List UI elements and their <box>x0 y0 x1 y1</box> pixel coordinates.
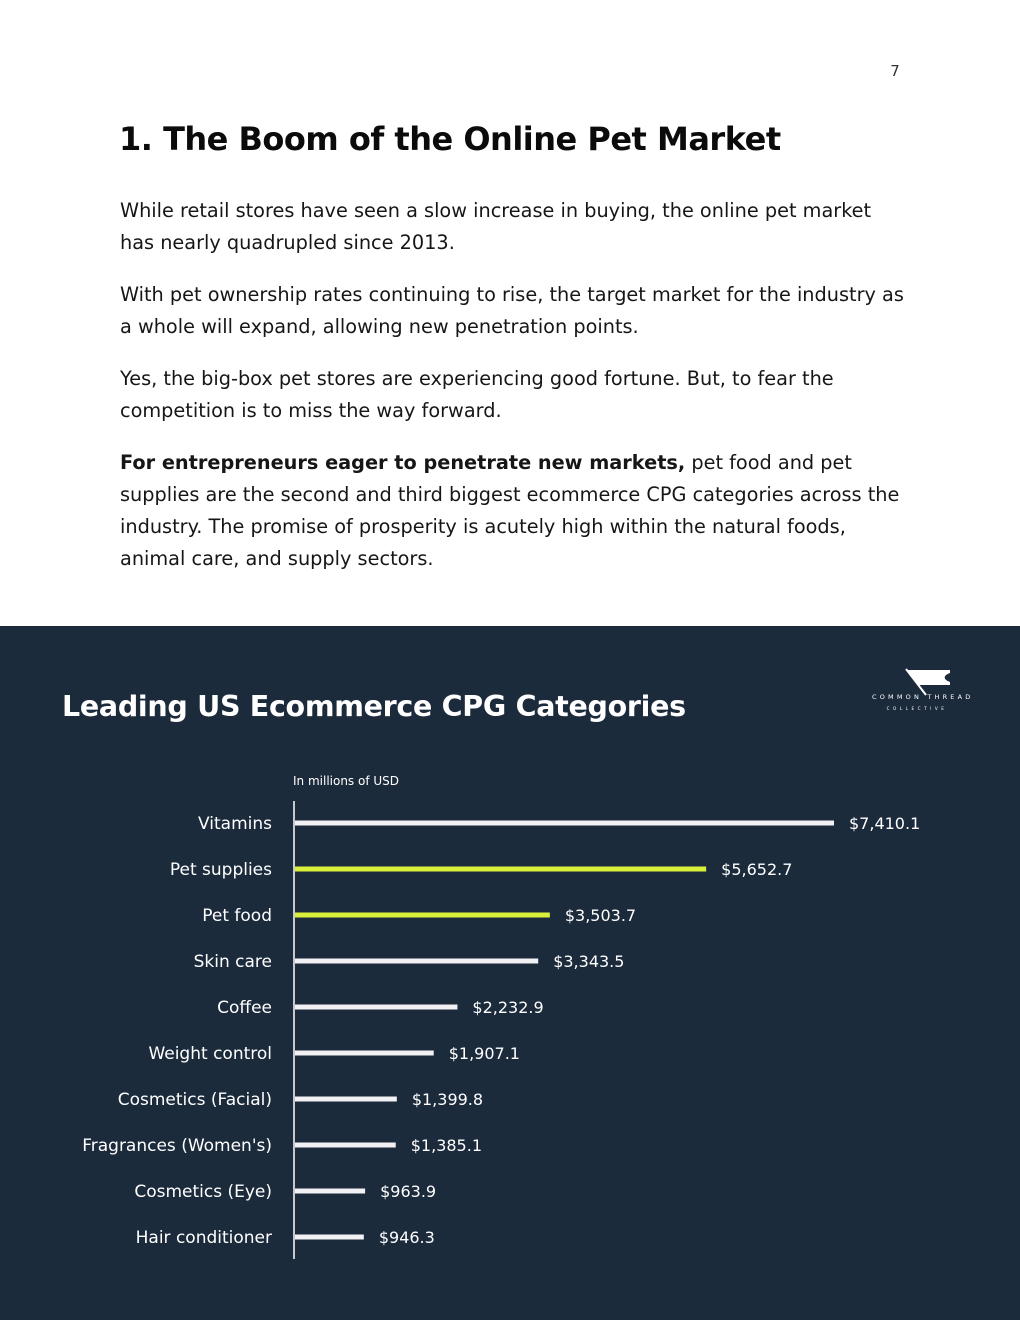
bar <box>295 1189 365 1194</box>
category-label: Weight control <box>148 1044 272 1064</box>
bar <box>295 1097 397 1102</box>
bar <box>295 1005 457 1010</box>
value-label: $1,385.1 <box>410 1136 483 1155</box>
value-label: $3,503.7 <box>564 906 637 925</box>
bar <box>295 821 834 826</box>
paragraph-entrepreneurs <box>120 447 910 575</box>
page-number: 7 <box>890 62 900 80</box>
category-label: Fragrances (Women's) <box>82 1136 272 1156</box>
value-label: $1,907.1 <box>448 1044 520 1063</box>
paragraph-ownership-rates: With pet ownership rates continuing to rise, the target market for the industry as a whole will expand, allowing new penetration points. <box>120 283 904 338</box>
bar <box>295 1235 364 1240</box>
value-label: $1,399.8 <box>411 1090 484 1109</box>
category-label: Hair conditioner <box>135 1228 272 1248</box>
logo-name: COMMON THREAD <box>872 693 974 701</box>
paragraph-online-growth: While retail stores have seen a slow increase in buying, the online pet market has nearly quadrupled since 2013. <box>120 199 872 254</box>
value-label: $7,410.1 <box>849 814 921 833</box>
section-heading: 1. The Boom of the Online Pet Market <box>119 120 781 158</box>
category-label: Pet food <box>202 906 272 926</box>
bar <box>295 1051 434 1056</box>
paragraph-bold-lead: For entrepreneurs eager to penetrate new markets, <box>120 451 686 474</box>
category-label: Cosmetics (Eye) <box>134 1182 272 1202</box>
bar <box>295 913 550 918</box>
logo-subtitle: COLLECTIVE <box>886 706 948 711</box>
category-label: Cosmetics (Facial) <box>117 1090 272 1110</box>
category-label: Skin care <box>193 952 272 972</box>
bar <box>295 959 538 964</box>
bar <box>295 867 706 872</box>
value-label: $3,343.5 <box>553 952 625 971</box>
category-label: Coffee <box>217 998 272 1018</box>
bar <box>295 1143 396 1148</box>
value-label: $946.3 <box>378 1228 435 1247</box>
body-text <box>120 195 910 595</box>
chart-title: Leading US Ecommerce CPG Categories <box>62 690 686 723</box>
category-label: Pet supplies <box>169 860 272 880</box>
bar-chart <box>0 626 1020 1320</box>
value-label: $2,232.9 <box>472 998 544 1017</box>
value-label: $5,652.7 <box>721 860 793 879</box>
value-label: $963.9 <box>380 1182 437 1201</box>
chart-panel <box>0 626 1020 1320</box>
paragraph-big-box-stores: Yes, the big-box pet stores are experiencing good fortune. But, to fear the competition is to miss the way forward. <box>120 367 834 422</box>
units-note: In millions of USD <box>293 774 400 788</box>
category-label: Vitamins <box>198 814 272 834</box>
paragraph-rest: pet food and pet supplies are the second and third biggest ecommerce CPG categories across the industry. The promise of prosperity is acutely high within the natural foods, animal care, and supply sectors. <box>120 451 900 570</box>
